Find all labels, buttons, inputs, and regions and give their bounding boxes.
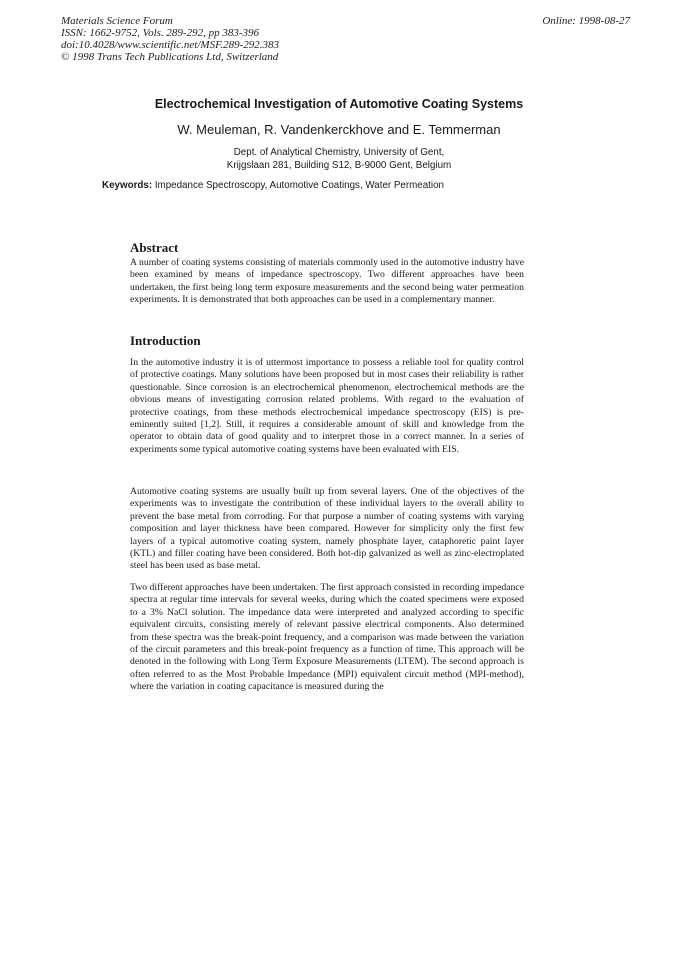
citation-header xyxy=(61,15,279,63)
introduction-heading: Introduction xyxy=(130,333,201,348)
journal-name: Materials Science Forum xyxy=(61,15,173,27)
intro-paragraph-2: Automotive coating systems are usually built up from several layers. One of the objectives of the experiments was to investigate the contribution of these individual layers to the overall ability to prevent the base metal from corroding. For that purpose a number of coating systems with varying composition and layer thickness have been compared. However for simplicity only the first few layers of a typical automotive coating system, namely phosphate layer, cataphoretic paint layer (KTL) and filler coating have been considered. Both hot-dip galvanized as well as zinc-electroplated steel has been used as base metal. xyxy=(130,486,524,572)
paper-title: Electrochemical Investigation of Automotive Coating Systems xyxy=(154,97,524,111)
online-date: Online: 1998-08-27 xyxy=(542,15,630,27)
keywords xyxy=(102,180,444,191)
doi-line[interactable]: doi:10.4028/www.scientific.net/MSF.289-292.383 xyxy=(61,39,280,51)
intro-paragraph-1: In the automotive industry it is of uttermost importance to possess a reliable tool for quality control of protective coatings. Many solutions have been proposed but in most cases their reliability is rather questionable. Since corrosion is an electrochemical phenomenon, electrochemical methods are the obvious means of investigating corrosion related problems. With regard to the evaluation of protective coatings, from these methods electrochemical impedance spectroscopy (EIS) is pre-eminently suited [1,2]. Still, it requires a considerable amount of skill and knowledge from the operator to obtain data of good quality and to interpret those in a correct manner. In a series of experiments some typical automotive coating systems have been evaluated with EIS. xyxy=(130,357,524,455)
keywords-label: Keywords: xyxy=(102,180,153,191)
affiliation-line-2: Krijgslaan 281, Building S12, B-9000 Gent, Belgium xyxy=(226,160,452,171)
abstract-heading: Abstract xyxy=(130,240,179,255)
abstract-text: A number of coating systems consisting of materials commonly used in the automotive industry have been examined by means of impedance spectroscopy. Two different approaches have been undertaken, the first being long term exposure measurements and the second being water permeation experiments. It is demonstrated that both approaches can be used in a complementary manner. xyxy=(130,257,524,306)
authors: W. Meuleman, R. Vandenkerckhove and E. Temmerman xyxy=(177,122,501,137)
issn-line: ISSN: 1662-9752, Vols. 289-292, pp 383-396 xyxy=(61,27,259,39)
keywords-text: Impedance Spectroscopy, Automotive Coatings, Water Permeation xyxy=(154,180,444,191)
affiliation-line-1: Dept. of Analytical Chemistry, University of Gent, xyxy=(233,147,445,158)
intro-paragraph-3: Two different approaches have been undertaken. The first approach consisted in recording impedance spectra at regular time intervals for several weeks, during which the coated specimens were exposed to a 3% NaCl solution. The impedance data were interpreted and analyzed according to specific equivalent circuits, consisting merely of relevant passive electrical components. Also determined from these spectra was the break-point frequency, and a comparison was made between the variation of the circuit parameters and this break-point frequency as a function of time. This approach will be denoted in the following with Long Term Exposure Measurements (LTEM). The second approach is often referred to as the Most Probable Impedance (MPI) equivalent circuit method (MPI-method), where the variation in coating capacitance is measured during the xyxy=(130,582,524,693)
copyright-line: © 1998 Trans Tech Publications Ltd, Switzerland xyxy=(61,51,279,63)
affiliation xyxy=(0,146,678,172)
